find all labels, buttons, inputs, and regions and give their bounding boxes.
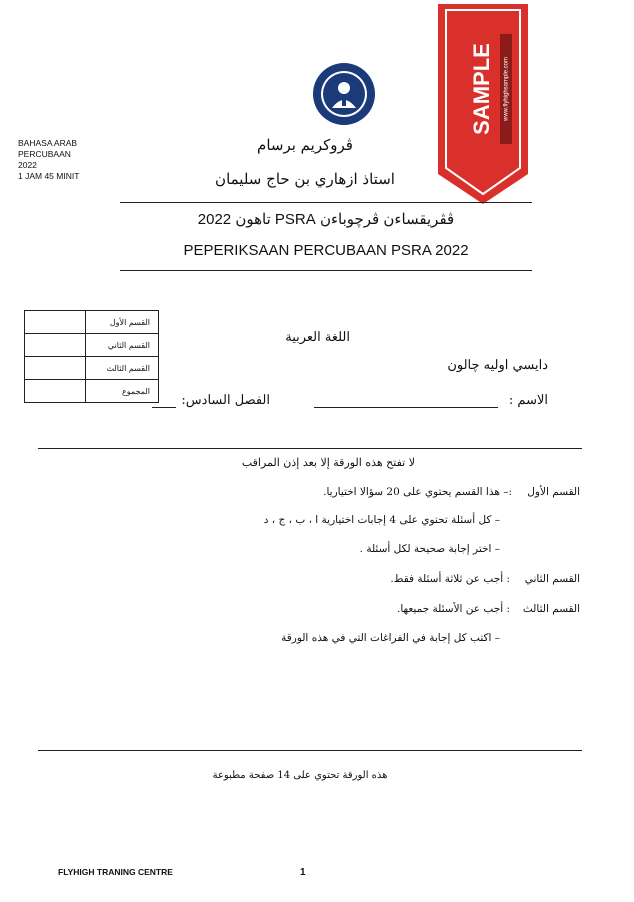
school-logo (312, 62, 376, 126)
class-field-line[interactable] (152, 407, 176, 408)
subject-title: اللغة العربية (285, 330, 350, 345)
score-cell[interactable] (25, 357, 86, 380)
school-day: دايسي اوليه چالون (447, 358, 548, 373)
score-row (25, 334, 159, 357)
subject-info-line: 2022 (18, 160, 37, 170)
score-cell[interactable] (25, 311, 86, 334)
score-row-label: القسم الأول (86, 311, 159, 334)
score-row (25, 380, 159, 403)
instructions-divider-bottom (38, 750, 582, 751)
instruction-bullet: – اختر إجابة صحيحة لكل أسئلة . (359, 543, 500, 555)
warning-text: لا تفتح هذه الورقة إلا بعد إذن المراقب (241, 456, 415, 469)
exam-title-rumi: PEPERIKSAAN PERCUBAAN PSRA 2022 (183, 242, 469, 259)
footer-centre-name: FLYHIGH TRANING CENTRE (58, 867, 173, 877)
organizer-line1: ڤروكريم برسام (257, 136, 353, 154)
score-row (25, 357, 159, 380)
subject-info-line: PERCUBAAN (18, 149, 71, 159)
page-number: 1 (300, 867, 306, 878)
section3-label: القسم الثالث (522, 603, 580, 615)
score-row-label: القسم الثالث (86, 357, 159, 380)
subject-info-block (18, 138, 79, 182)
instructions-divider-top (38, 448, 582, 449)
score-cell[interactable] (25, 334, 86, 357)
section1-label: القسم الأول (527, 486, 580, 498)
score-table (24, 310, 159, 403)
page-count-note: هذه الورقة تحتوي على 14 صفحة مطبوعة (212, 770, 388, 781)
score-row-label: المجموع (86, 380, 159, 403)
header-divider-top (120, 202, 532, 203)
score-cell[interactable] (25, 380, 86, 403)
name-field-line[interactable] (314, 407, 498, 408)
section2-text: : أجب عن ثلاثة أسئلة فقط. (390, 573, 510, 585)
instruction-bullet: – كل أسئلة تحتوي على 4 إجابات اختيارية ا ، ب ، ج ، د (263, 514, 500, 526)
section2-label: القسم الثاني (524, 573, 580, 585)
sample-badge-url: www.flyhighsample.com (503, 56, 510, 122)
name-label: الاسم : (508, 393, 548, 408)
header-divider-bottom (120, 270, 532, 271)
exam-title-jawi: ڤڤريقساءن ڤرچوباءن PSRA تاهون 2022 (197, 211, 455, 228)
score-row (25, 311, 159, 334)
subject-info-line: 1 JAM 45 MINIT (18, 171, 80, 181)
subject-info-line: BAHASA ARAB (18, 138, 78, 148)
organizer-line2: استاذ ازهاري بن حاج سليمان (215, 170, 395, 188)
score-row-label: القسم الثاني (86, 334, 159, 357)
sample-badge (438, 4, 528, 204)
class-label: الفصل السادس: (181, 393, 270, 408)
section1-text: :– هذا القسم يحتوي على 20 سؤالا اختياريا. (323, 486, 512, 498)
sample-badge-label: SAMPLE (468, 43, 494, 135)
instruction-bullet: – اكتب كل إجابة في الفراغات التي في هذه الورقة (281, 632, 500, 644)
section3-text: : أجب عن الأسئلة جميعها. (396, 603, 510, 615)
